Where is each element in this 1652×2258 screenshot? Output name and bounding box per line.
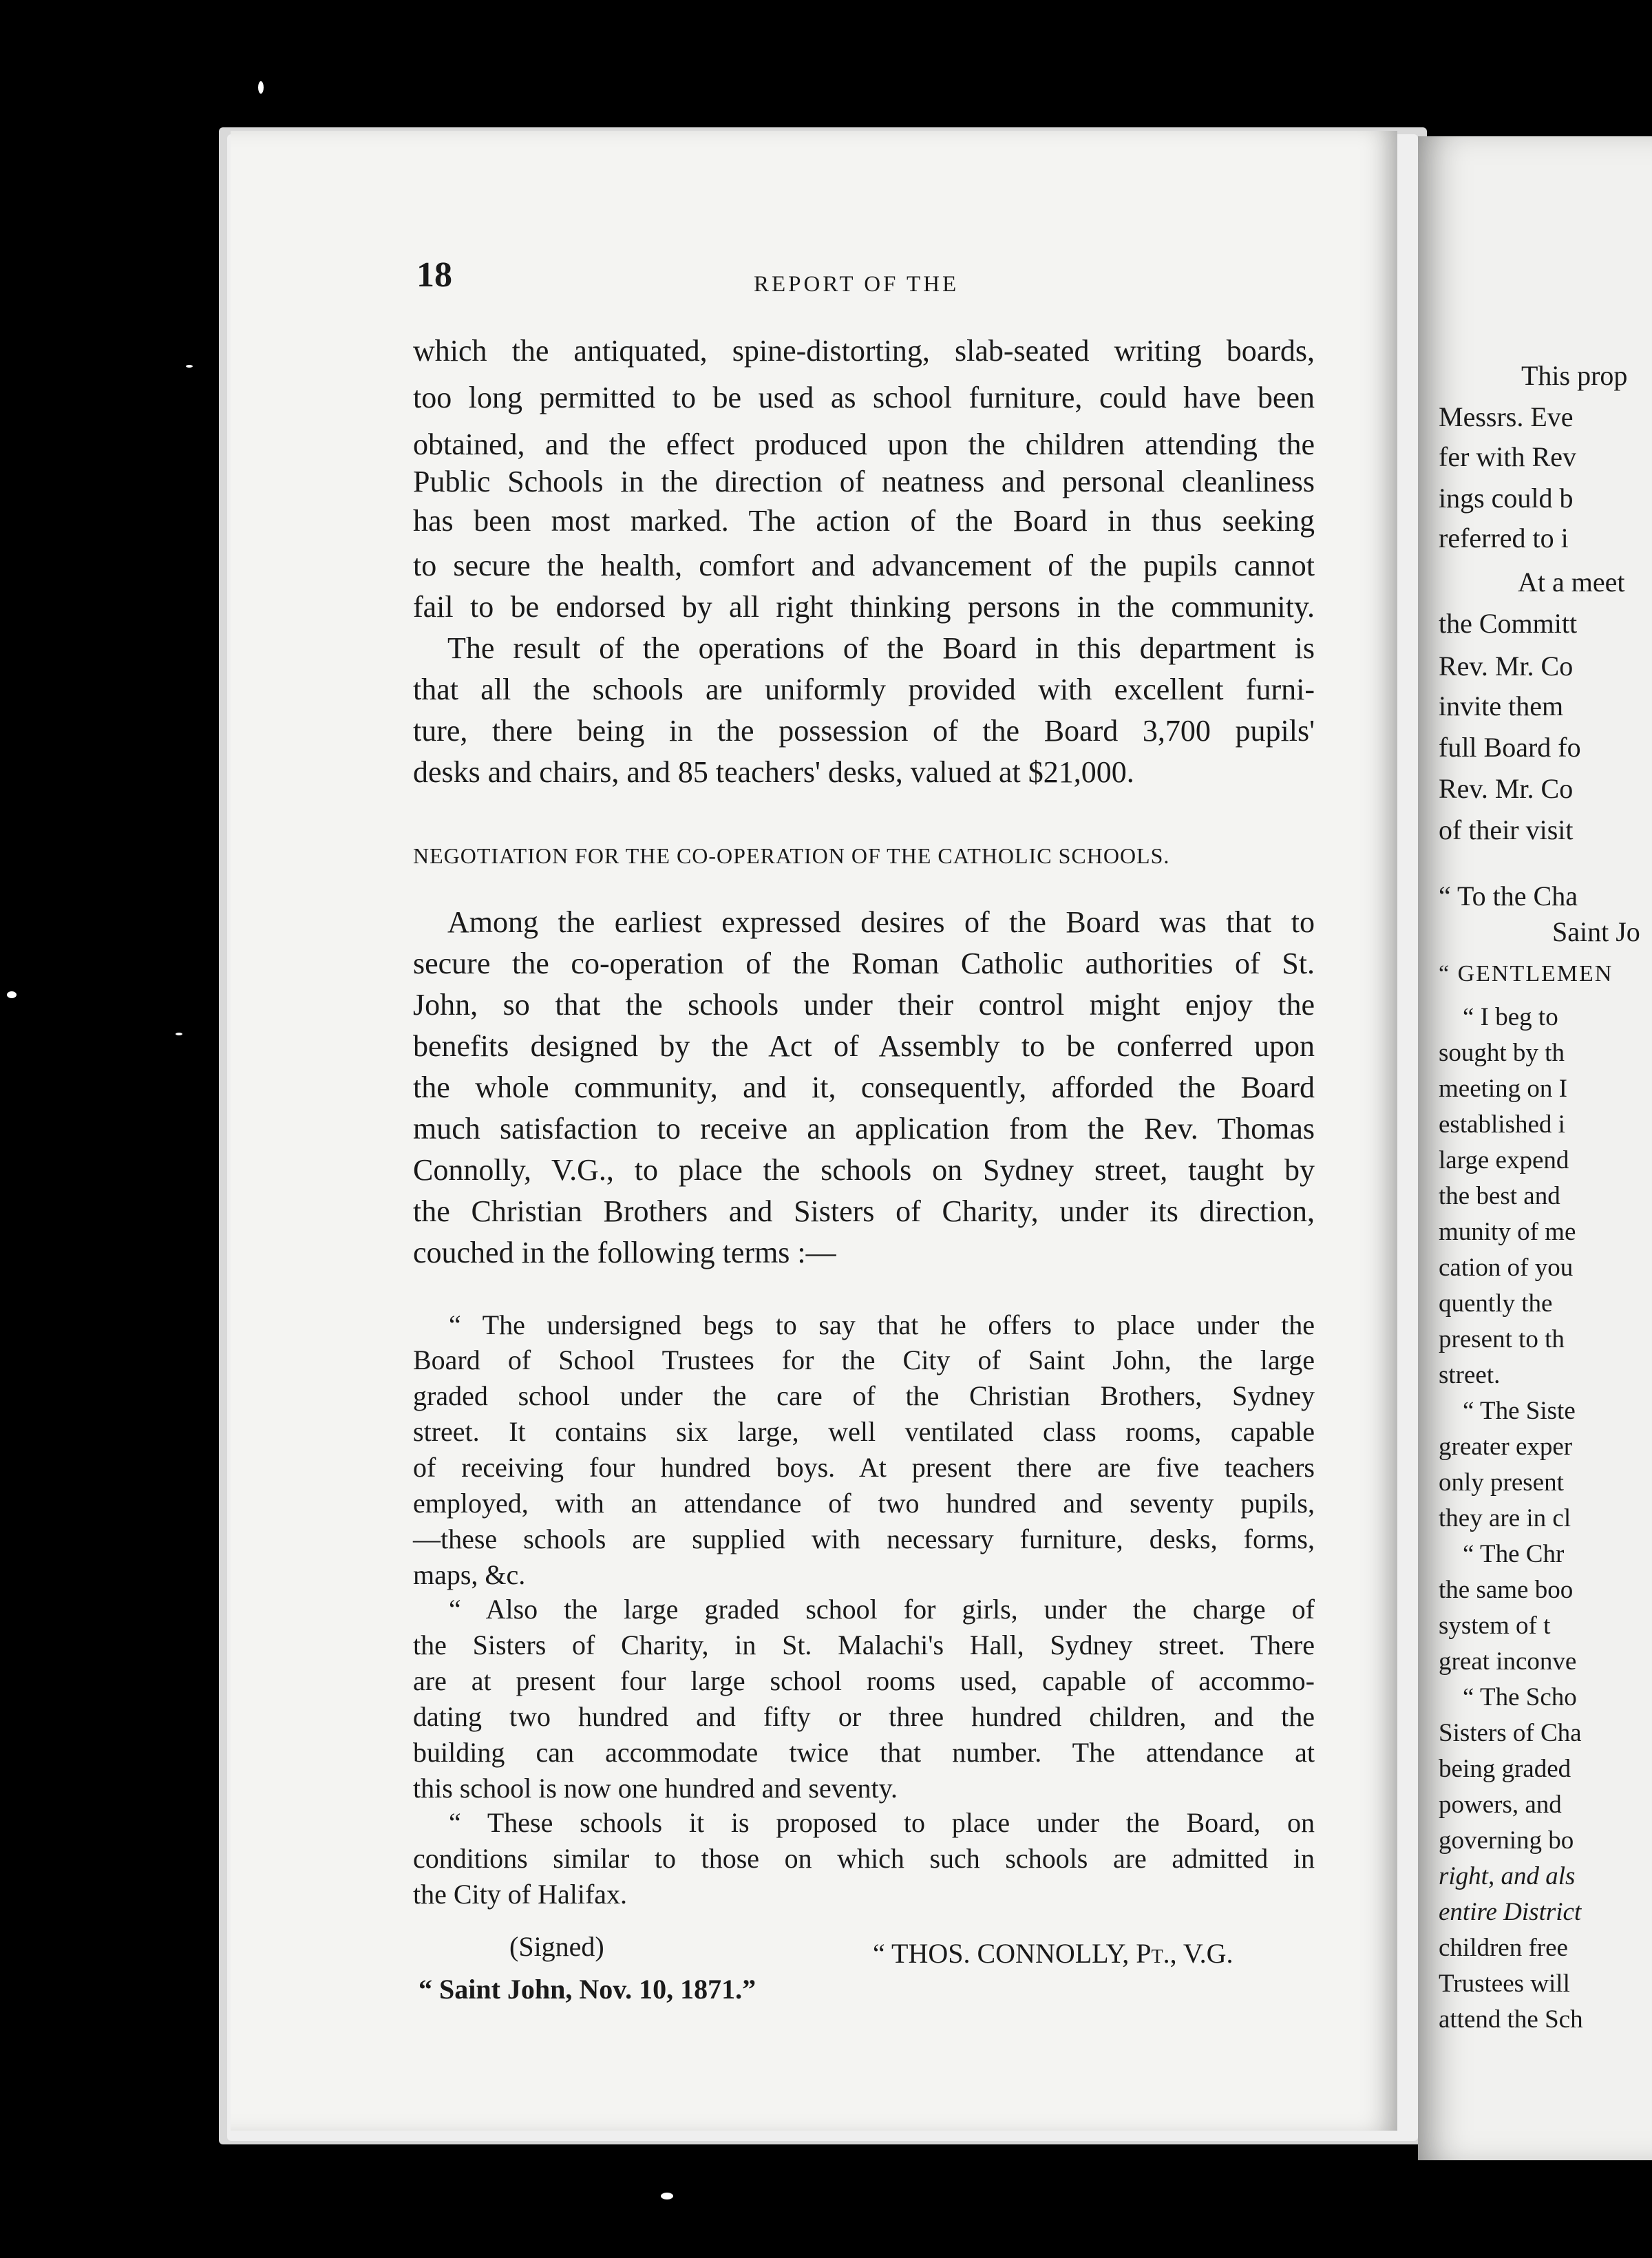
text-line: conditions similar to those on which such schools are admitted in — [413, 1843, 1315, 1874]
signed-label: (Signed) — [509, 1931, 604, 1962]
text-fragment: the same boo — [1439, 1576, 1574, 1604]
text-line: Public Schools in the direction of neatness and personal cleanliness — [413, 465, 1315, 498]
page-number: 18 — [416, 255, 452, 295]
scan-speck — [186, 365, 193, 368]
text-fragment: children free — [1439, 1934, 1568, 1962]
text-line: this school is now one hundred and seventy. — [413, 1773, 898, 1804]
text-fragment: “ The Siste — [1463, 1397, 1576, 1425]
text-line: dating two hundred and fifty or three hundred children, and the — [413, 1701, 1315, 1732]
text-fragment: the best and — [1439, 1182, 1560, 1210]
text-fragment: invite them — [1439, 690, 1564, 721]
text-fragment: “ To the Cha — [1439, 880, 1578, 911]
text-line: couched in the following terms :— — [413, 1236, 836, 1269]
text-line: obtained, and the effect produced upon the children attending the — [413, 428, 1315, 461]
text-line: benefits designed by the Act of Assembly to be conferred upon — [413, 1029, 1315, 1063]
text-line: that all the schools are uniformly provided with excellent furni- — [413, 673, 1315, 706]
text-line: the whole community, and it, consequently, afforded the Board — [413, 1070, 1315, 1104]
text-line: Connolly, V.G., to place the schools on Sydney street, taught by — [413, 1153, 1315, 1187]
text-line: “ These schools it is proposed to place under the Board, on — [449, 1807, 1315, 1838]
text-line: building can accommodate twice that number. The attendance at — [413, 1737, 1315, 1768]
text-fragment: “ I beg to — [1463, 1003, 1558, 1031]
text-line: which the antiquated, spine-distorting, slab-seated writing boards, — [413, 334, 1315, 368]
text-fragment: quently the — [1439, 1289, 1553, 1318]
text-fragment: large expend — [1439, 1146, 1569, 1174]
text-fragment: of their visit — [1439, 814, 1574, 845]
dateline: “ Saint John, Nov. 10, 1871.” — [419, 1974, 756, 2005]
text-fragment: munity of me — [1439, 1218, 1576, 1246]
text-fragment: powers, and — [1439, 1791, 1562, 1819]
scan-speck — [7, 991, 17, 998]
text-fragment: sought by th — [1439, 1039, 1565, 1067]
text-line: The result of the operations of the Board in this department is — [447, 631, 1315, 665]
text-line: ture, there being in the possession of the Board 3,700 pupils' — [413, 714, 1315, 748]
text-fragment: Saint Jo — [1552, 916, 1640, 947]
text-line: of receiving four hundred boys. At present there are five teachers — [413, 1452, 1315, 1483]
text-line: too long permitted to be used as school furniture, could have been — [413, 381, 1315, 414]
scan-speck — [176, 1033, 182, 1035]
text-line: “ Also the large graded school for girls, under the charge of — [449, 1594, 1315, 1625]
text-fragment: right, and als — [1439, 1862, 1576, 1890]
text-fragment: street. — [1439, 1361, 1501, 1389]
scan-speck — [661, 2193, 673, 2199]
running-head: REPORT OF THE — [754, 272, 960, 297]
text-fragment: “ GENTLEMEN — [1439, 961, 1613, 986]
text-fragment: referred to i — [1439, 523, 1569, 553]
text-line: Board of School Trustees for the City of Saint John, the large — [413, 1344, 1315, 1375]
text-line: the Sisters of Charity, in St. Malachi's Hall, Sydney street. There — [413, 1629, 1315, 1660]
text-line: has been most marked. The action of the Board in thus seeking — [413, 504, 1315, 538]
text-fragment: present to th — [1439, 1325, 1565, 1353]
text-fragment: attend the Sch — [1439, 2005, 1583, 2034]
text-line: employed, with an attendance of two hundred and seventy pupils, — [413, 1488, 1315, 1519]
text-line: John, so that the schools under their control might enjoy the — [413, 988, 1315, 1022]
text-fragment: governing bo — [1439, 1826, 1574, 1855]
text-line: are at present four large school rooms used, capable of accommo- — [413, 1665, 1315, 1696]
text-fragment: established i — [1439, 1110, 1565, 1139]
text-line: “ The undersigned begs to say that he offers to place under the — [449, 1309, 1315, 1340]
text-line: much satisfaction to receive an application from the Rev. Thomas — [413, 1112, 1315, 1146]
text-fragment: Rev. Mr. Co — [1439, 773, 1574, 804]
text-fragment: This prop — [1521, 360, 1628, 391]
text-fragment: being graded — [1439, 1755, 1571, 1783]
text-line: —these schools are supplied with necessary furniture, desks, forms, — [413, 1523, 1315, 1554]
text-line: fail to be endorsed by all right thinking persons in the community. — [413, 590, 1315, 624]
text-fragment: they are in cl — [1439, 1504, 1571, 1532]
section-heading: NEGOTIATION FOR THE CO-OPERATION OF THE CATHOLIC SCHOOLS. — [413, 843, 1170, 868]
text-line: street. It contains six large, well ventilated class rooms, capable — [413, 1416, 1315, 1447]
text-line: graded school under the care of the Christian Brothers, Sydney — [413, 1380, 1315, 1411]
text-line: the Christian Brothers and Sisters of Charity, under its direction, — [413, 1194, 1315, 1228]
text-fragment: meeting on I — [1439, 1075, 1568, 1103]
text-fragment: system of t — [1439, 1612, 1551, 1640]
text-fragment: entire District — [1439, 1898, 1582, 1926]
text-line: to secure the health, comfort and advancement of the pupils cannot — [413, 549, 1315, 582]
text-fragment: Rev. Mr. Co — [1439, 651, 1574, 682]
text-line: maps, &c. — [413, 1559, 526, 1590]
text-fragment: Messrs. Eve — [1439, 401, 1574, 432]
text-fragment: cation of you — [1439, 1254, 1574, 1282]
text-fragment: Sisters of Cha — [1439, 1719, 1582, 1747]
text-fragment: “ The Scho — [1463, 1683, 1577, 1711]
text-fragment: fer with Rev — [1439, 441, 1576, 472]
text-line: desks and chairs, and 85 teachers' desks, valued at $21,000. — [413, 755, 1134, 789]
signature: “ THOS. CONNOLLY, Pt., V.G. — [873, 1938, 1233, 1969]
text-fragment: At a meet — [1518, 567, 1625, 598]
text-fragment: great inconve — [1439, 1647, 1577, 1676]
text-fragment: Trustees will — [1439, 1970, 1570, 1998]
text-fragment: greater exper — [1439, 1433, 1573, 1461]
text-fragment: “ The Chr — [1463, 1540, 1565, 1568]
text-line: secure the co-operation of the Roman Catholic authorities of St. — [413, 947, 1315, 980]
text-fragment: ings could b — [1439, 483, 1574, 514]
text-fragment: only present — [1439, 1468, 1564, 1497]
text-line: Among the earliest expressed desires of the Board was that to — [447, 905, 1315, 939]
scan-speck — [258, 81, 264, 94]
text-fragment: full Board fo — [1439, 732, 1581, 763]
text-fragment: the Committ — [1439, 608, 1578, 639]
text-line: the City of Halifax. — [413, 1879, 628, 1910]
